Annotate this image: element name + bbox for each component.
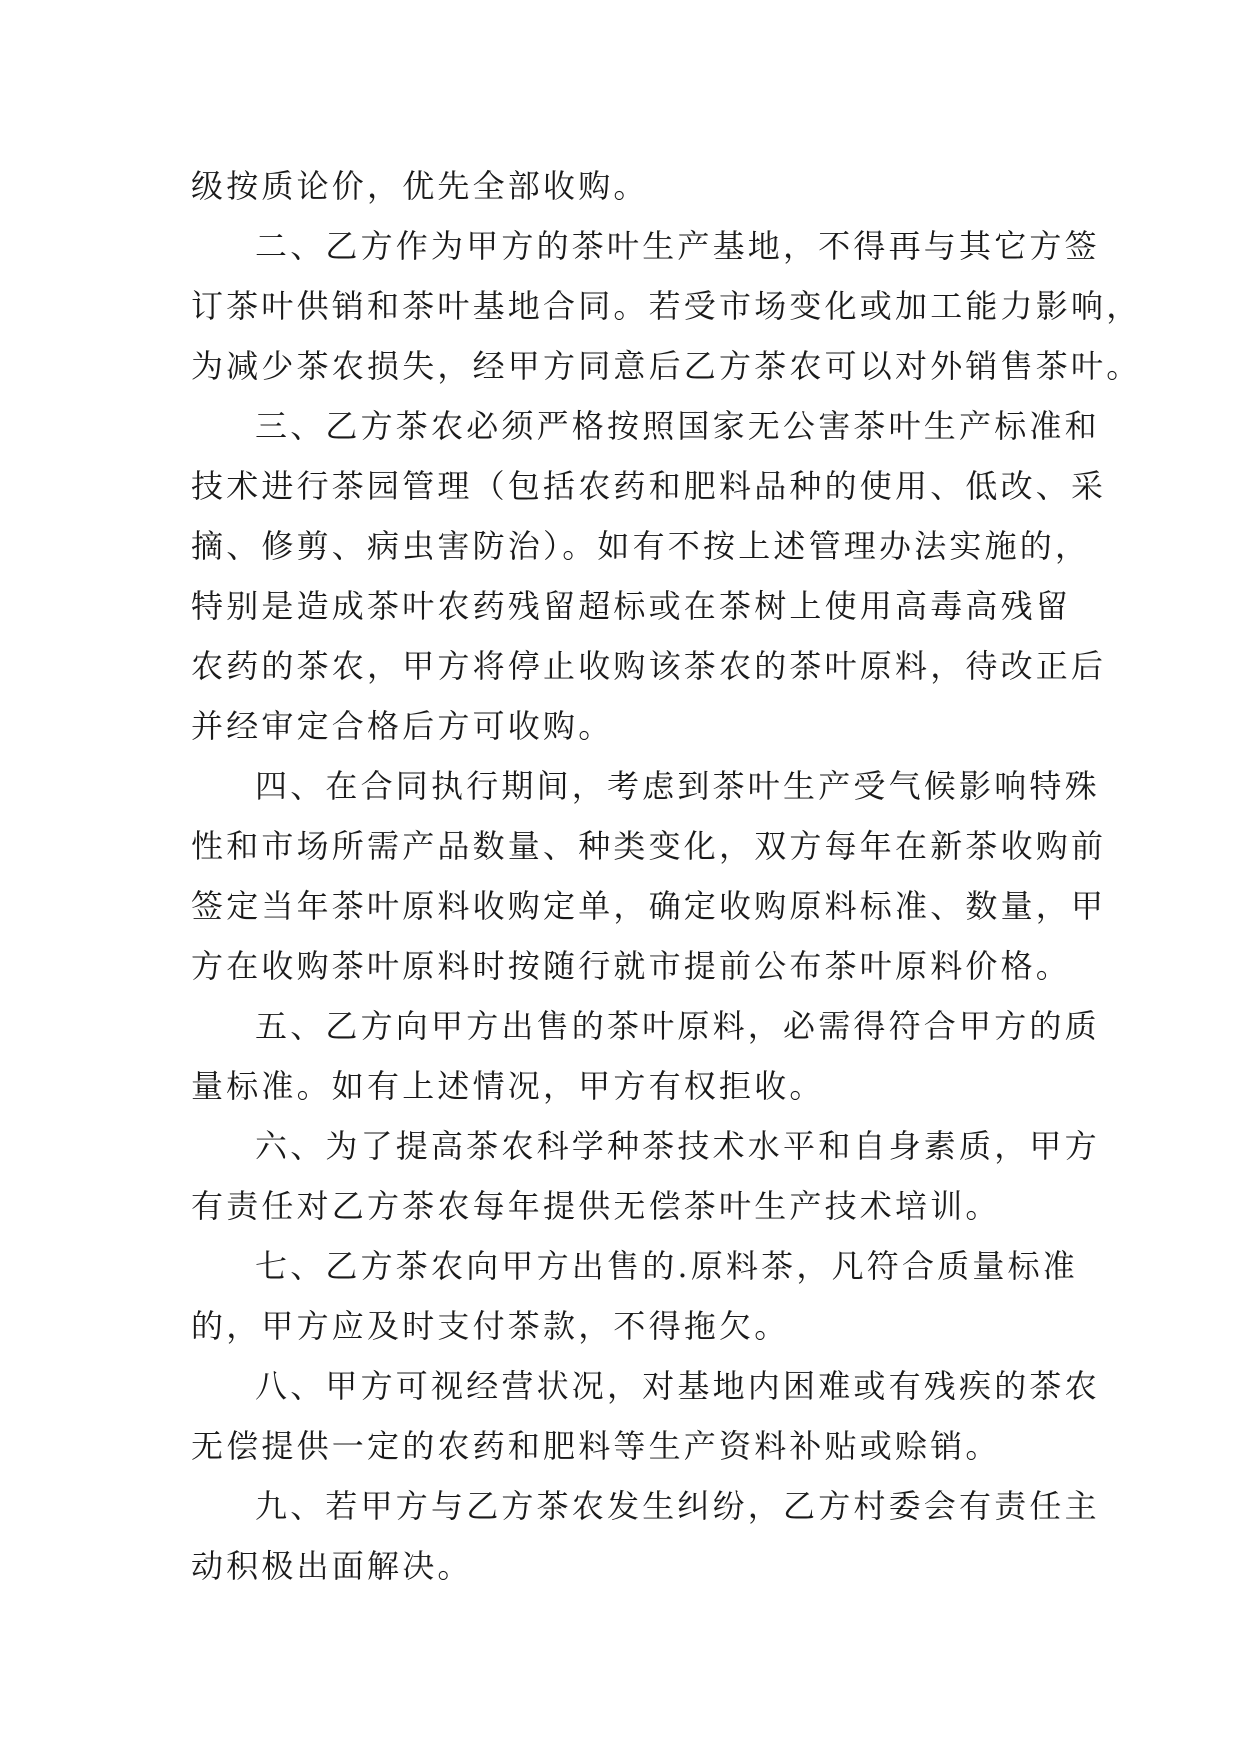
- text-line: 农药的茶农，甲方将停止收购该茶农的茶叶原料，待改正后: [191, 647, 1107, 685]
- paragraph-first-line: 七、乙方茶农向甲方出售的.原料茶，凡符合质量标准: [255, 1247, 1078, 1285]
- text-line: 的，甲方应及时支付茶款，不得拖欠。: [191, 1307, 790, 1345]
- paragraph-first-line: 二、乙方作为甲方的茶叶生产基地，不得再与其它方签: [255, 227, 1100, 265]
- text-line: 摘、修剪、病虫害防治）。如有不按上述管理办法实施的，: [191, 527, 1091, 565]
- text-line: 级按质论价，优先全部收购。: [191, 167, 649, 205]
- text-line: 订茶叶供销和茶叶基地合同。若受市场变化或加工能力影响，: [191, 287, 1142, 325]
- paragraph-first-line: 九、若甲方与乙方茶农发生纠纷，乙方村委会有责任主: [255, 1487, 1100, 1525]
- text-line: 方在收购茶叶原料时按随行就市提前公布茶叶原料价格。: [191, 947, 1072, 985]
- document-body: [191, 156, 1142, 1596]
- paragraph-first-line: 六、为了提高茶农科学种茶技术水平和自身素质，甲方: [255, 1127, 1100, 1165]
- paragraph-first-line: 四、在合同执行期间，考虑到茶叶生产受气候影响特殊: [255, 767, 1100, 805]
- text-line: 有责任对乙方茶农每年提供无偿茶叶生产技术培训。: [191, 1187, 1001, 1225]
- text-line: 并经审定合格后方可收购。: [191, 707, 614, 745]
- paragraph-first-line: 八、甲方可视经营状况，对基地内困难或有残疾的茶农: [255, 1367, 1100, 1405]
- text-line: 技术进行茶园管理（包括农药和肥料品种的使用、低改、采: [191, 467, 1107, 505]
- paragraph-first-line: 五、乙方向甲方出售的茶叶原料，必需得符合甲方的质: [255, 1007, 1100, 1045]
- text-line: 签定当年茶叶原料收购定单，确定收购原料标准、数量，甲: [191, 887, 1107, 925]
- text-line: 为减少茶农损失，经甲方同意后乙方茶农可以对外销售茶叶。: [191, 347, 1142, 385]
- text-line: 动积极出面解决。: [191, 1547, 473, 1585]
- text-line: 无偿提供一定的农药和肥料等生产资料补贴或赊销。: [191, 1427, 1001, 1465]
- text-line: 特别是造成茶叶农药残留超标或在茶树上使用高毒高残留: [191, 587, 1072, 625]
- paragraph-first-line: 三、乙方茶农必须严格按照国家无公害茶叶生产标准和: [255, 407, 1100, 445]
- text-line: 量标准。如有上述情况，甲方有权拒收。: [191, 1067, 825, 1105]
- text-line: 性和市场所需产品数量、种类变化，双方每年在新茶收购前: [191, 827, 1107, 865]
